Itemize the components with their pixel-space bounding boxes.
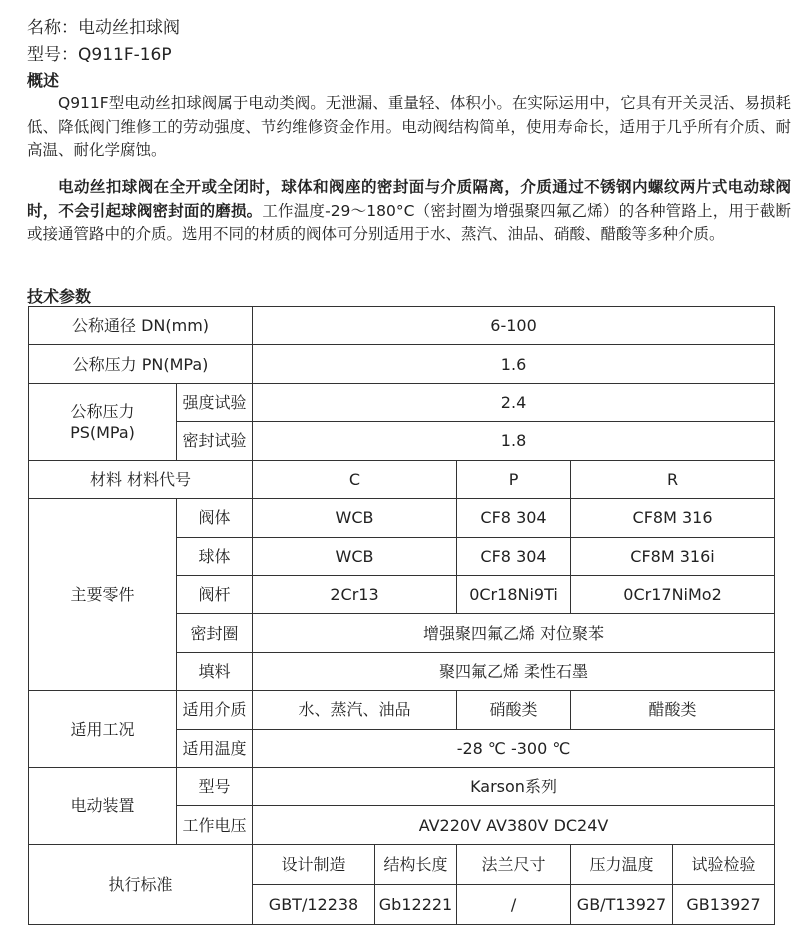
spec-row-material bbox=[29, 460, 775, 498]
actuator-model-value: Karson系列 bbox=[253, 768, 775, 806]
medium-label: 适用介质 bbox=[177, 691, 253, 729]
medium-c: 水、蒸汽、油品 bbox=[253, 691, 457, 729]
stem-c: 2Cr13 bbox=[253, 575, 457, 613]
overview-paragraph-2 bbox=[27, 176, 791, 247]
ball-p: CF8 304 bbox=[457, 537, 571, 575]
material-code-p: P bbox=[457, 460, 571, 498]
main-parts-label: 主要零件 bbox=[29, 499, 177, 691]
spec-row-standards-headers bbox=[29, 844, 775, 884]
std-test-label: 试验检验 bbox=[673, 844, 775, 884]
std-test-value: GB13927 bbox=[673, 885, 775, 925]
spec-row-strength bbox=[29, 383, 775, 421]
spec-row-medium bbox=[29, 691, 775, 729]
medium-p: 硝酸类 bbox=[457, 691, 571, 729]
stem-label: 阀杆 bbox=[177, 575, 253, 613]
std-pressure-temp-label: 压力温度 bbox=[571, 844, 673, 884]
stem-r: 0Cr17NiMo2 bbox=[571, 575, 775, 613]
product-model: 型号：Q911F-16P bbox=[27, 45, 172, 65]
material-code-r: R bbox=[571, 460, 775, 498]
ps-label bbox=[29, 383, 177, 460]
specs-heading: 技术参数 bbox=[27, 287, 92, 306]
packing-label: 填料 bbox=[177, 652, 253, 690]
spec-row-dn bbox=[29, 307, 775, 345]
seal-ring-label: 密封圈 bbox=[177, 614, 253, 652]
spec-row-pn bbox=[29, 345, 775, 383]
std-length-value: Gb12221 bbox=[375, 885, 457, 925]
temperature-label: 适用温度 bbox=[177, 729, 253, 767]
ps-label-line-1: 公称压力 bbox=[70, 401, 135, 421]
spec-table bbox=[28, 306, 775, 925]
strength-test-label: 强度试验 bbox=[177, 383, 253, 421]
ball-label: 球体 bbox=[177, 537, 253, 575]
medium-r: 醋酸类 bbox=[571, 691, 775, 729]
conditions-label: 适用工况 bbox=[29, 691, 177, 768]
seal-test-label: 密封试验 bbox=[177, 422, 253, 460]
dn-value: 6-100 bbox=[253, 307, 775, 345]
packing-value: 聚四氟乙烯 柔性石墨 bbox=[253, 652, 775, 690]
stem-p: 0Cr18Ni9Ti bbox=[457, 575, 571, 613]
pn-value: 1.6 bbox=[253, 345, 775, 383]
spec-row-body bbox=[29, 499, 775, 537]
seal-ring-value: 增强聚四氟乙烯 对位聚苯 bbox=[253, 614, 775, 652]
voltage-label: 工作电压 bbox=[177, 806, 253, 844]
std-flange-value: / bbox=[457, 885, 571, 925]
std-length-label: 结构长度 bbox=[375, 844, 457, 884]
body-p: CF8 304 bbox=[457, 499, 571, 537]
ball-c: WCB bbox=[253, 537, 457, 575]
overview-heading: 概述 bbox=[27, 71, 60, 90]
product-name: 名称：电动丝扣球阀 bbox=[27, 18, 180, 38]
overview-paragraph-2-bold: 电动丝扣球阀在全开或全闭时，球体和阀座的密封面与介质隔离，介质通过不锈钢内螺纹两片式电动球阀时，不会引起球阀密封面的磨损。 bbox=[27, 178, 791, 220]
seal-test-value: 1.8 bbox=[253, 422, 775, 460]
std-pressure-temp-value: GB/T13927 bbox=[571, 885, 673, 925]
overview-paragraph-2-text: 工作温度-29～180°C（密封圈为增强聚四氟乙烯）的各种管路上，用于截断或接通管路中的介质。选用不同的材质的阀体可分别适用于水、蒸汽、油品、硝酸、醋酸等多种介质。 bbox=[27, 201, 791, 243]
temperature-value: -28 ℃ -300 ℃ bbox=[253, 729, 775, 767]
pn-label: 公称压力 PN(MPa) bbox=[29, 345, 253, 383]
ball-r: CF8M 316i bbox=[571, 537, 775, 575]
actuator-label: 电动装置 bbox=[29, 768, 177, 845]
material-label: 材料 材料代号 bbox=[29, 460, 253, 498]
ps-label-line-2: PS(MPa) bbox=[70, 422, 135, 442]
standards-label: 执行标准 bbox=[29, 844, 253, 924]
body-label: 阀体 bbox=[177, 499, 253, 537]
std-design-value: GBT/12238 bbox=[253, 885, 375, 925]
spec-row-actuator-model bbox=[29, 768, 775, 806]
body-c: WCB bbox=[253, 499, 457, 537]
strength-test-value: 2.4 bbox=[253, 383, 775, 421]
body-r: CF8M 316 bbox=[571, 499, 775, 537]
voltage-value: AV220V AV380V DC24V bbox=[253, 806, 775, 844]
std-design-label: 设计制造 bbox=[253, 844, 375, 884]
overview-paragraph-1: Q911F型电动丝扣球阀属于电动类阀。无泄漏、重量轻、体积小。在实际运用中，它具有开关灵活、易损耗低、降低阀门维修工的劳动强度、节约维修资金作用。电动阀结构简单，使用寿命长，适用于几乎所有介质、耐高温、耐化学腐蚀。 bbox=[27, 94, 791, 159]
dn-label: 公称通径 DN(mm) bbox=[29, 307, 253, 345]
material-code-c: C bbox=[253, 460, 457, 498]
std-flange-label: 法兰尺寸 bbox=[457, 844, 571, 884]
actuator-model-label: 型号 bbox=[177, 768, 253, 806]
